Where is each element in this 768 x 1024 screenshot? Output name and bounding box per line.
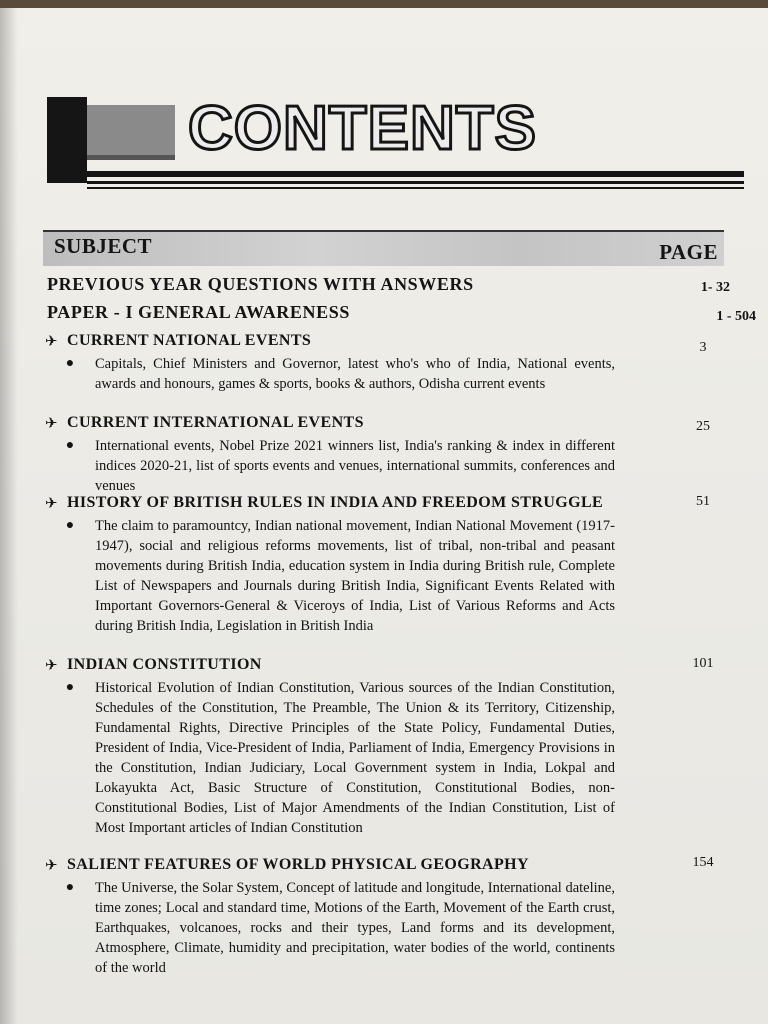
book-page [0, 8, 768, 1024]
section-heading [45, 330, 615, 352]
section-heading [45, 412, 615, 434]
section-item [45, 678, 615, 838]
section-title: INDIAN CONSTITUTION [67, 656, 262, 673]
section-description: Capitals, Chief Ministers and Governor, latest who's who of India, National events, awards and honours, games & sports, books & authors, Odisha current events [95, 356, 615, 392]
section-page: 25 [696, 419, 710, 434]
arrow-icon: ✈ [45, 656, 58, 674]
column-page: PAGE [659, 240, 718, 264]
section-item [45, 878, 615, 978]
section-item [45, 436, 615, 496]
section-description: Historical Evolution of Indian Constitution, Various sources of the Indian Constitution, Schedules of the Constitution, The Preamble, The Union & its Territory, Citizenship, Fundamental Rights, Directive Principles of the State Policy, Fundamental Duties, President of India, Vice-President of India, Parliament of India, Emergency Provisions in the Constitution, Indian Judiciary, Local Government system in India, Lokpal and Lokayukta Act, Basic Structure of Constitution, Constitutional Bodies, non-Constitutional Bodies, List of Major Amendments of the Indian Constitution, List of Most Important articles of Indian Constitution [95, 680, 615, 836]
column-subject: SUBJECT [54, 234, 153, 258]
toc-entry-title: PAPER - I GENERAL AWARENESS [47, 302, 350, 322]
header-rule [87, 187, 744, 189]
toc-section [45, 412, 615, 496]
bullet-icon: ● [65, 438, 75, 453]
header-rule [87, 181, 744, 184]
arrow-icon: ✈ [45, 414, 58, 432]
arrow-icon: ✈ [45, 494, 58, 512]
header-rule [87, 171, 744, 177]
section-title: CURRENT INTERNATIONAL EVENTS [67, 414, 364, 431]
section-page: 51 [696, 494, 710, 509]
toc-section [45, 854, 615, 978]
bullet-icon: ● [65, 356, 75, 371]
column-header-bar [43, 230, 724, 266]
section-heading [45, 854, 615, 876]
toc-entry-title: PREVIOUS YEAR QUESTIONS WITH ANSWERS [47, 274, 474, 294]
section-page: 101 [692, 656, 714, 671]
toc-section [45, 654, 615, 838]
section-heading [45, 492, 615, 514]
section-item [45, 516, 615, 636]
section-page: 154 [692, 855, 714, 870]
bullet-icon: ● [65, 518, 75, 533]
header-decor-block [47, 97, 87, 183]
bullet-icon: ● [65, 880, 75, 895]
header-decor-grey [87, 105, 175, 155]
arrow-icon: ✈ [45, 332, 58, 350]
section-title: SALIENT FEATURES OF WORLD PHYSICAL GEOGRAPHY [67, 856, 529, 873]
bullet-icon: ● [65, 680, 75, 695]
section-heading [45, 654, 615, 676]
arrow-icon: ✈ [45, 856, 58, 874]
toc-section [45, 330, 615, 394]
section-description: The Universe, the Solar System, Concept of latitude and longitude, International dateline, time zones; Local and standard time, Motions of the Earth, Movement of the Earth crust, Earthquakes, volcanoes, rocks and their types, Land forms and its development, Atmosphere, Climate, humidity and precipitation, water bodies of the world, continents of the world [95, 880, 615, 976]
page-title: CONTENTS [188, 94, 537, 163]
toc-entry-page: 1 - 504 [716, 309, 756, 324]
section-item [45, 354, 615, 394]
section-title: HISTORY OF BRITISH RULES IN INDIA AND FREEDOM STRUGGLE [67, 494, 604, 511]
section-description: International events, Nobel Prize 2021 winners list, India's ranking & index in different indices 2020-21, list of sports events and venues, international summits, conferences and venues [95, 438, 615, 494]
header-decor-strip [87, 155, 175, 160]
toc-section [45, 492, 615, 636]
section-page: 3 [699, 340, 707, 355]
toc-entry-page: 1- 32 [700, 280, 730, 295]
section-description: The claim to paramountcy, Indian national movement, Indian National Movement (1917-1947), social and religious reforms movements, list of tribal, non-tribal and peasant movements during British India, education system in India during British rule, Complete List of Newspapers and Journals during British India, Significant Events Related with Important Governors-General & Viceroys of India, List of Various Reforms and Acts during British India, Legislation in British India [95, 518, 615, 634]
section-title: CURRENT NATIONAL EVENTS [67, 332, 312, 349]
